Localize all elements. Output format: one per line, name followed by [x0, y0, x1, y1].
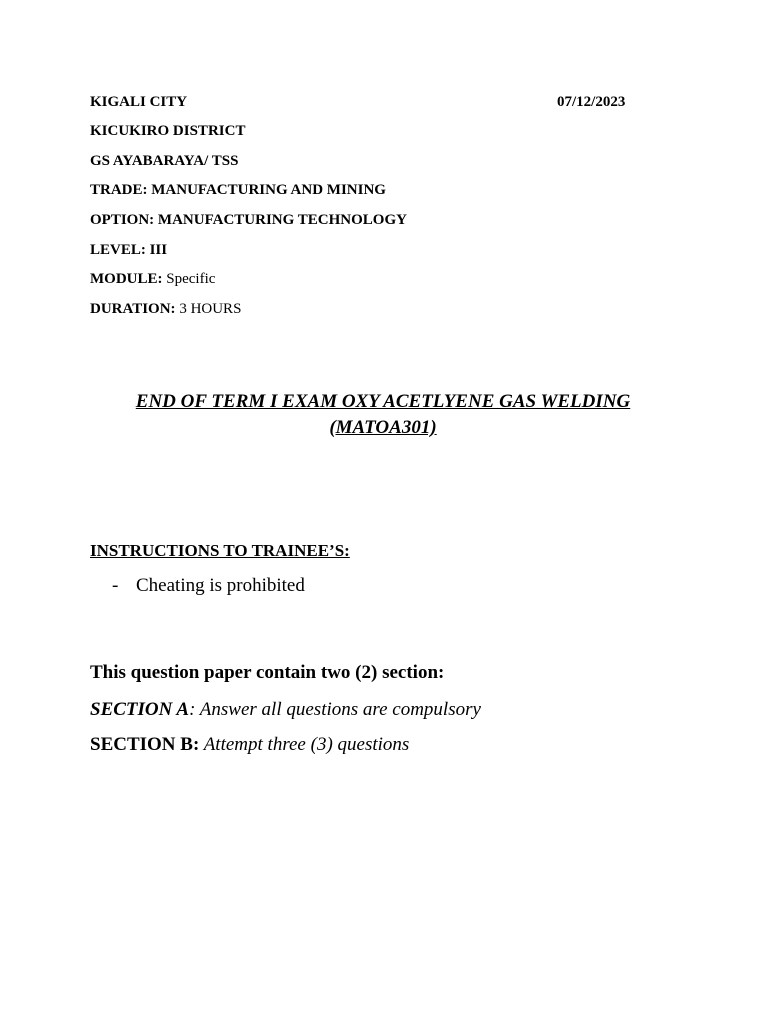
district-line: KICUKIRO DISTRICT	[90, 123, 246, 139]
module-label: MODULE:	[90, 271, 163, 287]
school-line: GS AYABARAYA/ TSS	[90, 153, 239, 169]
paper-structure-intro: This question paper contain two (2) section:	[90, 662, 445, 683]
module-value: Specific	[162, 271, 216, 287]
level-line: LEVEL: III	[90, 242, 168, 258]
option-line: OPTION: MANUFACTURING TECHNOLOGY	[90, 212, 407, 228]
module-line	[90, 270, 215, 288]
city-line: KIGALI CITY	[90, 94, 188, 110]
section-a-label: SECTION A	[90, 699, 190, 720]
instructions-heading: INSTRUCTIONS TO TRAINEE’S:	[90, 541, 350, 560]
section-a-line	[90, 699, 481, 721]
duration-label: DURATION:	[90, 301, 176, 317]
section-b-text: Attempt three (3) questions	[199, 734, 410, 755]
instruction-item: Cheating is prohibited	[136, 575, 305, 596]
exam-date: 07/12/2023	[557, 94, 626, 110]
duration-value: 3 HOURS	[175, 301, 242, 317]
exam-title	[90, 389, 676, 441]
section-a-text: : Answer all questions are compulsory	[189, 699, 481, 720]
section-b-label: SECTION B:	[90, 734, 200, 755]
exam-title-line-1: END OF TERM I EXAM OXY ACETLYENE GAS WELDING	[135, 391, 631, 412]
trade-line: TRADE: MANUFACTURING AND MINING	[90, 182, 386, 198]
duration-line	[90, 300, 241, 318]
section-b-line	[90, 734, 409, 756]
exam-title-line-2: (MATOA301)	[329, 417, 437, 438]
bullet-marker: -	[112, 575, 119, 596]
